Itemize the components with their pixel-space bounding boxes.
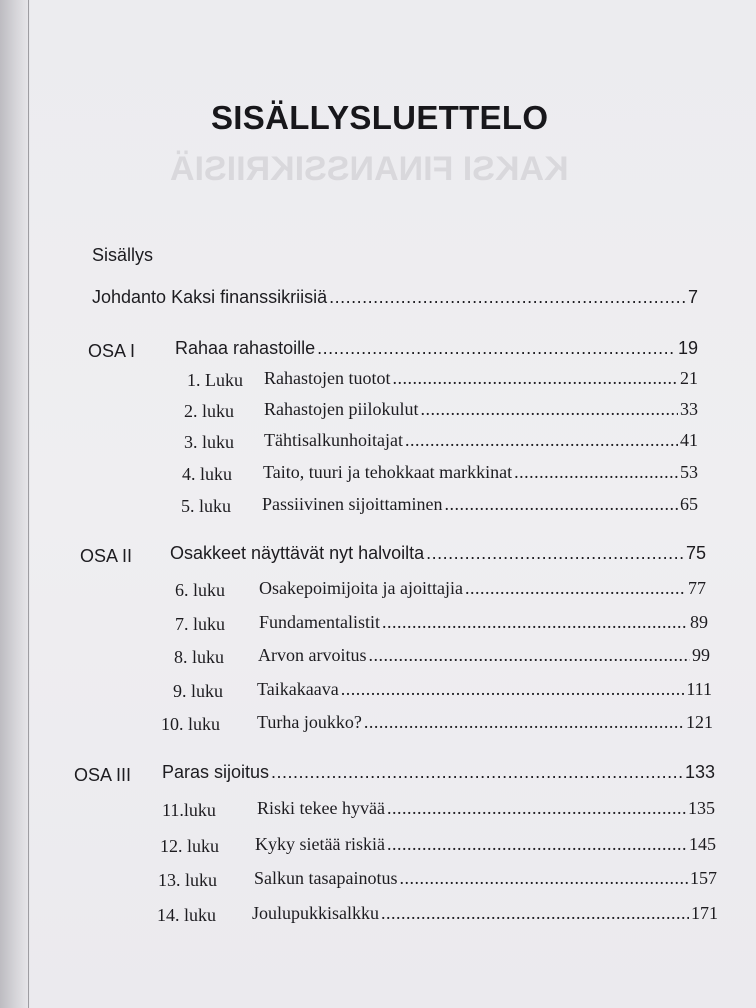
toc-chapter-row: [257, 798, 715, 824]
chapter-title: Passiivinen sijoittaminen: [262, 494, 443, 514]
chapter-page: 111: [686, 679, 712, 699]
dot-leader: [445, 494, 679, 515]
book-gutter: [0, 0, 30, 1008]
dot-leader: [317, 338, 676, 359]
toc-part-row: [175, 338, 698, 364]
dot-leader: [271, 762, 683, 783]
chapter-title: Tähtisalkunhoitajat: [264, 430, 403, 450]
chapter-number: 6. luku: [175, 580, 226, 600]
chapter-page: 135: [688, 798, 715, 818]
chapter-title: Arvon arvoitus: [258, 645, 367, 665]
chapter-number: 13. luku: [158, 870, 218, 890]
chapter-number: 10. luku: [161, 714, 221, 734]
toc-chapter-row: [264, 430, 698, 456]
toc-chapter-row: [262, 494, 698, 520]
part-number: OSA III: [74, 765, 132, 785]
toc-chapter-row: [255, 834, 716, 860]
contents-heading: Sisällys: [92, 245, 154, 265]
show-through-heading: KAKSI FINANSSIKRIISIÄ: [170, 150, 569, 188]
chapter-title: Salkun tasapainotus: [254, 868, 398, 888]
chapter-title: Rahastojen tuotot: [264, 368, 391, 388]
chapter-number: 2. luku: [184, 401, 235, 421]
intro-label: Johdanto Kaksi finanssikriisiä: [92, 287, 328, 307]
part-title: Osakkeet näyttävät nyt halvoilta: [170, 543, 425, 563]
dot-leader: [514, 462, 678, 483]
dot-leader: [368, 645, 690, 666]
chapter-title: Riski tekee hyvää: [257, 798, 385, 818]
dot-leader: [382, 612, 688, 633]
chapter-title: Rahastojen piilokulut: [264, 399, 419, 419]
toc-chapter-row: [252, 903, 718, 929]
toc-chapter-row: [259, 612, 708, 638]
chapter-title: Taito, tuuri ja tehokkaat markkinat: [263, 462, 513, 482]
chapter-title: Joulupukkisalkku: [252, 903, 380, 923]
chapter-title: Fundamentalistit: [259, 612, 380, 632]
chapter-page: 65: [680, 494, 698, 514]
toc-chapter-row: [264, 399, 698, 425]
chapter-title: Osakepoimijoita ja ajoittajia: [259, 578, 463, 598]
page-title: SISÄLLYSLUETTELO: [211, 99, 549, 136]
dot-leader: [381, 903, 689, 924]
dot-leader: [426, 543, 684, 564]
chapter-page: 41: [680, 430, 698, 450]
chapter-number: 8. luku: [174, 647, 225, 667]
toc-chapter-row: [254, 868, 717, 894]
part-page: 19: [677, 338, 698, 358]
chapter-title: Taikakaava: [257, 679, 339, 699]
dot-leader: [341, 679, 685, 700]
part-number: OSA II: [80, 546, 133, 566]
chapter-number: 11.luku: [162, 800, 216, 820]
chapter-number: 12. luku: [160, 836, 220, 856]
part-title: Rahaa rahastoille: [175, 338, 316, 358]
part-page: 75: [685, 543, 706, 563]
dot-leader: [465, 578, 686, 599]
dot-leader: [399, 868, 688, 889]
toc-chapter-row: [264, 368, 698, 394]
chapter-page: 99: [692, 645, 710, 665]
part-page: 133: [684, 762, 715, 782]
chapter-title: Turha joukko?: [257, 712, 362, 732]
chapter-number: 14. luku: [157, 905, 217, 925]
chapter-number: 7. luku: [175, 614, 226, 634]
book-page: [30, 0, 756, 1008]
chapter-number: 1. Luku: [187, 370, 243, 390]
toc-chapter-row: [257, 712, 713, 738]
dot-leader: [405, 430, 678, 451]
chapter-page: 77: [688, 578, 706, 598]
chapter-title: Kyky sietää riskiä: [255, 834, 385, 854]
chapter-number: 3. luku: [184, 432, 235, 452]
dot-leader: [387, 798, 686, 819]
gutter-edge: [28, 0, 29, 1008]
intro-page: 7: [687, 287, 698, 307]
toc-part-row: [162, 762, 715, 788]
dot-leader: [421, 399, 679, 420]
dot-leader: [387, 834, 687, 855]
chapter-page: 157: [690, 868, 717, 888]
chapter-page: 121: [686, 712, 713, 732]
toc-part-row: [170, 543, 706, 569]
chapter-page: 171: [691, 903, 718, 923]
toc-chapter-row: [258, 645, 710, 671]
toc-chapter-row: [257, 679, 712, 705]
chapter-number: 9. luku: [173, 681, 224, 701]
chapter-number: 5. luku: [181, 496, 232, 516]
chapter-number: 4. luku: [182, 464, 233, 484]
chapter-page: 33: [680, 399, 698, 419]
dot-leader: [329, 287, 686, 308]
chapter-page: 145: [689, 834, 716, 854]
dot-leader: [392, 368, 678, 389]
chapter-page: 89: [690, 612, 708, 632]
toc-chapter-row: [259, 578, 706, 604]
chapter-page: 53: [680, 462, 698, 482]
toc-chapter-row: [263, 462, 698, 488]
dot-leader: [364, 712, 684, 733]
toc-intro-row: [92, 287, 698, 313]
part-number: OSA I: [88, 341, 136, 361]
part-title: Paras sijoitus: [162, 762, 270, 782]
chapter-page: 21: [680, 368, 698, 388]
